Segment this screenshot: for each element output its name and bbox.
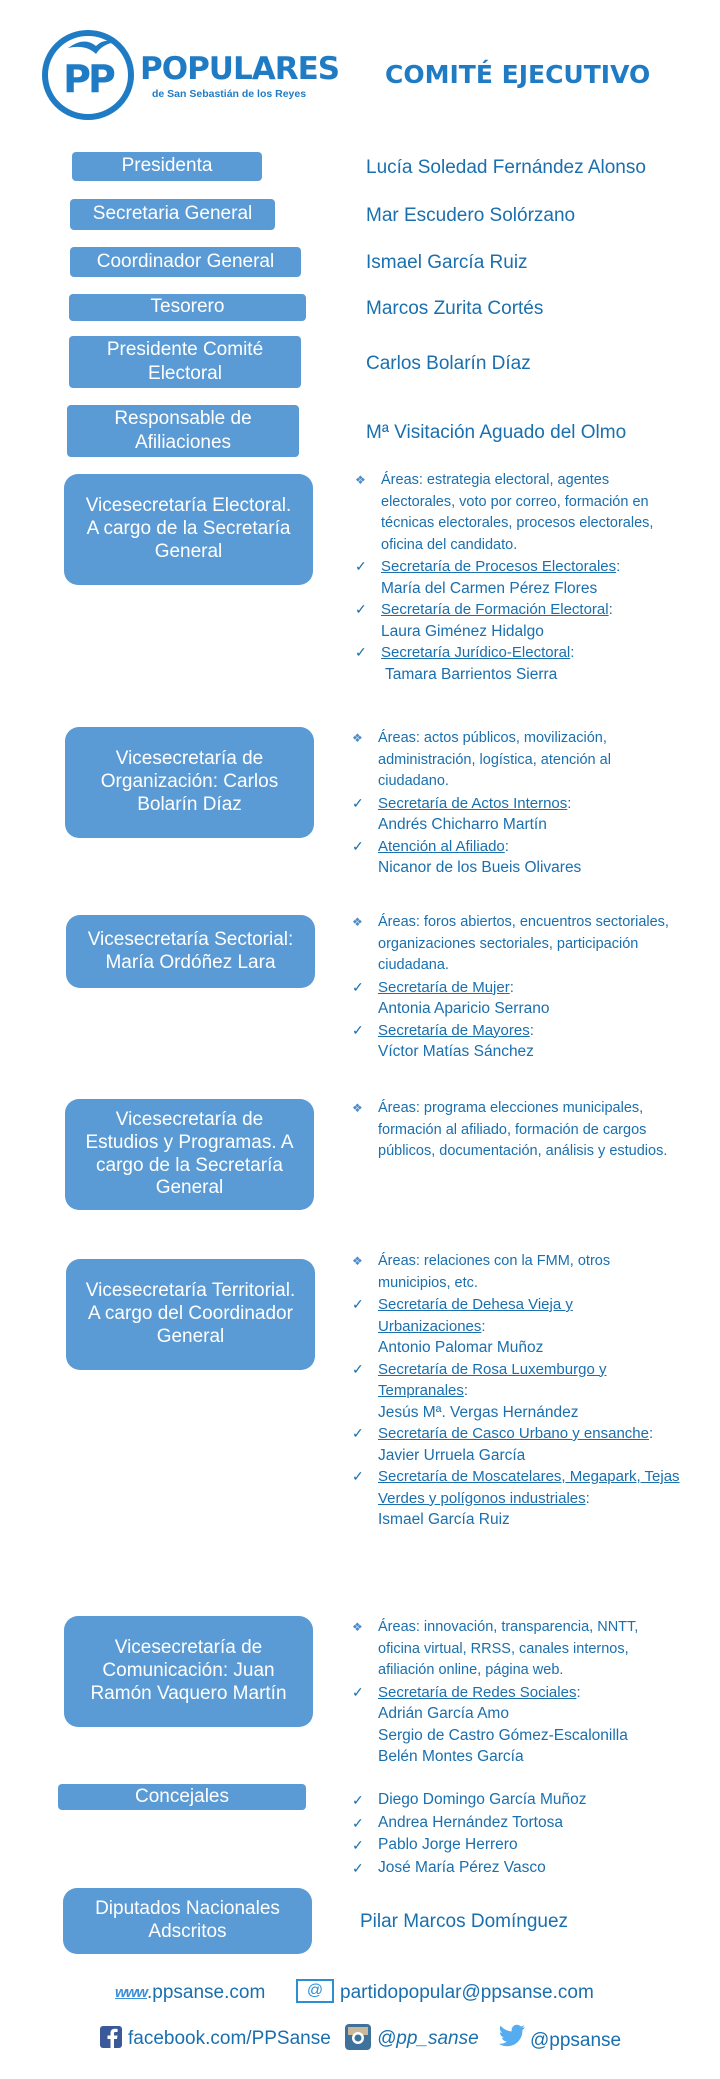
check-icon: ✓	[352, 1837, 364, 1853]
secretaria-item: ✓ Secretaría Jurídico-Electoral: Tamara Barrientos Sierra	[355, 642, 685, 685]
check-icon: ✓	[352, 978, 364, 995]
secretaria-item: ✓ Secretaría de Actos Internos: Andrés Chicharro Martín	[352, 793, 682, 836]
secretaria-person: María del Carmen Pérez Flores	[381, 579, 598, 597]
secretaria-person: Belén Montes García	[378, 1748, 524, 1765]
secretaria-link[interactable]: Secretaría de Rosa Luxemburgo y Tempranales	[378, 1360, 607, 1399]
check-icon: ✓	[352, 1021, 364, 1038]
concejales-list	[352, 1789, 682, 1879]
concejal-item: ✓ Pablo Jorge Herrero	[352, 1834, 682, 1857]
secretaria-link[interactable]: Secretaría de Procesos Electorales	[381, 558, 617, 575]
diamond-bullet-icon: ❖	[352, 731, 363, 745]
role-name-responsable-afiliaciones: Mª Visitación Aguado del Olmo	[366, 422, 627, 443]
facebook-link[interactable]: facebook.com/PPSanse	[128, 2028, 331, 2049]
vice-details-electoral	[355, 470, 685, 685]
secretaria-item: ✓ Secretaría de Moscatelares, Megapark, Tejas Verdes y polígonos industriales: Ismael García Ruiz	[352, 1466, 682, 1531]
check-icon: ✓	[355, 601, 367, 617]
diamond-bullet-icon: ❖	[352, 1620, 363, 1634]
role-box-responsable-afiliaciones: Responsable de Afiliaciones	[67, 405, 299, 457]
secretaria-link[interactable]: Atención al Afiliado	[378, 837, 505, 855]
secretaria-item: ✓ Secretaría de Mayores: Víctor Matías Sánchez	[352, 1020, 682, 1063]
vice-box-electoral: Vicesecretaría Electoral. A cargo de la Secretaría General	[64, 474, 313, 585]
areas-item: ❖ Áreas: actos públicos, movilización, administración, logística, atención al ciudadano.	[352, 730, 611, 789]
secretaria-item: ✓ Atención al Afiliado: Nicanor de los Bueis Olivares	[352, 836, 682, 879]
concejal-item: ✓ José María Pérez Vasco	[352, 1857, 682, 1880]
secretaria-item: ✓ Secretaría de Rosa Luxemburgo y Tempranales: Jesús Mª. Vergas Hernández	[352, 1359, 682, 1424]
footer-instagram[interactable]	[345, 2028, 479, 2050]
page-title: COMITÉ EJECUTIVO	[385, 60, 651, 89]
vice-box-comunicacion: Vicesecretaría de Comunicación: Juan Ramón Vaquero Martín	[64, 1616, 313, 1727]
check-icon: ✓	[355, 558, 367, 574]
facebook-icon	[100, 2026, 122, 2048]
secretaria-item: ✓ Secretaría de Formación Electoral: Laura Giménez Hidalgo	[355, 599, 685, 642]
vice-box-territorial: Vicesecretaría Territorial. A cargo del Coordinador General	[66, 1259, 315, 1370]
secretaria-person: Tamara Barrientos Sierra	[385, 665, 558, 683]
instagram-handle[interactable]: @pp_sanse	[377, 2028, 479, 2050]
check-icon: ✓	[355, 644, 367, 660]
concejal-item: ✓ Diego Domingo García Muñoz	[352, 1789, 682, 1812]
vice-details-sectorial	[352, 912, 682, 1063]
check-icon: ✓	[352, 1683, 364, 1700]
www-mouse-icon: www	[115, 1984, 148, 2002]
svg-text:PP: PP	[63, 57, 113, 101]
secretaria-link[interactable]: Secretaría de Actos Internos	[378, 794, 568, 812]
role-box-presidenta: Presidenta	[72, 152, 262, 181]
check-icon: ✓	[352, 1425, 364, 1441]
diamond-bullet-icon: ❖	[352, 915, 363, 929]
role-name-secretaria-general: Mar Escudero Solórzano	[366, 205, 576, 226]
role-box-coordinador-general: Coordinador General	[70, 247, 301, 277]
vice-details-territorial	[352, 1251, 682, 1531]
diputados-box: Diputados Nacionales Adscritos	[63, 1888, 312, 1954]
brand-name: POPULARES	[140, 51, 340, 87]
secretaria-item: ✓ Secretaría de Casco Urbano y ensanche: Javier Urruela García	[352, 1423, 682, 1466]
diputados-name: Pilar Marcos Domínguez	[360, 1911, 569, 1932]
vice-box-estudios: Vicesecretaría de Estudios y Programas. A cargo de la Secretaría General	[65, 1099, 314, 1210]
twitter-bird-icon	[498, 2024, 526, 2054]
secretaria-link[interactable]: Secretaría de Moscatelares, Megapark, Tejas Verdes y polígonos industriales	[378, 1468, 680, 1507]
instagram-icon	[345, 2024, 371, 2050]
areas-item: ❖ Áreas: relaciones con la FMM, otros municipios, etc.	[352, 1253, 611, 1291]
areas-item: ❖ Áreas: programa elecciones municipales, formación al afiliado, formación de cargos públicos, documentación, análisis y estudios.	[352, 1100, 668, 1159]
secretaria-link[interactable]: Secretaría de Dehesa Vieja y Urbanizaciones	[378, 1296, 573, 1335]
check-icon: ✓	[352, 794, 364, 811]
check-icon: ✓	[352, 1296, 364, 1312]
secretaria-link[interactable]: Secretaría de Mujer	[378, 978, 510, 996]
email-envelope-icon: @	[296, 1979, 334, 2003]
secretaria-link[interactable]: Secretaría de Redes Sociales	[378, 1683, 577, 1701]
role-box-secretaria-general: Secretaria General	[70, 199, 275, 230]
vice-details-estudios	[352, 1098, 682, 1163]
secretaria-person: Sergio de Castro Gómez-Escalonilla	[378, 1726, 628, 1744]
pp-logo	[40, 26, 136, 120]
vice-details-comunicacion	[352, 1617, 682, 1768]
areas-item: ❖ Áreas: foros abiertos, encuentros sectoriales, organizaciones sectoriales, participación ciudadana.	[352, 914, 669, 973]
pp-logo-icon	[40, 26, 136, 120]
secretaria-person: Laura Giménez Hidalgo	[381, 622, 544, 640]
role-name-presidenta: Lucía Soledad Fernández Alonso	[366, 157, 646, 178]
concejales-box: Concejales	[58, 1784, 306, 1810]
check-icon: ✓	[352, 1360, 364, 1377]
secretaria-person: Andrés Chicharro Martín	[378, 816, 547, 833]
secretaria-item: ✓ Secretaría de Dehesa Vieja y Urbanizaciones: Antonio Palomar Muñoz	[352, 1294, 682, 1359]
secretaria-person: Ismael García Ruiz	[378, 1511, 510, 1528]
secretaria-item: ✓ Secretaría de Redes Sociales: Adrián García Amo Sergio de Castro Gómez-Escalonilla Belén Montes García	[352, 1682, 682, 1768]
email-link[interactable]: partidopopular@ppsanse.com	[340, 1982, 594, 2003]
secretaria-person: Javier Urruela García	[378, 1446, 526, 1464]
secretaria-link[interactable]: Secretaría de Casco Urbano y ensanche	[378, 1425, 649, 1442]
areas-item: ❖ Áreas: innovación, transparencia, NNTT, oficina virtual, RRSS, canales internos, afiliación online, página web.	[352, 1619, 639, 1678]
vice-box-organizacion: Vicesecretaría de Organización: Carlos Bolarín Díaz	[65, 727, 314, 838]
role-box-tesorero: Tesorero	[69, 294, 306, 321]
check-icon: ✓	[352, 837, 364, 854]
secretaria-link[interactable]: Secretaría Jurídico-Electoral	[381, 644, 571, 661]
footer-twitter[interactable]	[498, 2028, 621, 2054]
secretaria-person: Adrián García Amo	[378, 1705, 509, 1722]
check-icon: ✓	[352, 1468, 364, 1484]
secretaria-person: Víctor Matías Sánchez	[378, 1043, 534, 1060]
diamond-bullet-icon: ❖	[352, 1254, 363, 1268]
check-icon: ✓	[352, 1792, 364, 1808]
secretaria-link[interactable]: Secretaría de Formación Electoral	[381, 601, 609, 618]
role-box-presidente-comite-electoral: Presidente Comité Electoral	[69, 336, 301, 388]
vice-box-sectorial: Vicesecretaría Sectorial: María Ordóñez Lara	[66, 915, 315, 988]
vice-details-organizacion	[352, 728, 682, 879]
footer-facebook[interactable]	[100, 2028, 331, 2050]
secretaria-person: Antonia Aparicio Serrano	[378, 1000, 550, 1017]
secretaria-item: ✓ Secretaría de Mujer: Antonia Aparicio Serrano	[352, 977, 682, 1020]
footer-email[interactable]	[296, 1982, 594, 2004]
web-link[interactable]: .ppsanse.com	[147, 1982, 266, 2003]
secretaria-person: Jesús Mª. Vergas Hernández	[378, 1403, 579, 1421]
footer-web[interactable]	[115, 1982, 265, 2004]
secretaria-person: Nicanor de los Bueis Olivares	[378, 859, 582, 876]
concejal-item: ✓ Andrea Hernández Tortosa	[352, 1812, 682, 1835]
diamond-bullet-icon: ❖	[352, 1101, 363, 1115]
role-name-coordinador-general: Ismael García Ruiz	[366, 252, 528, 273]
areas-item: ❖ Áreas: estrategia electoral, agentes electorales, voto por correo, formación en técnicas electorales, procesos electorales, oficina del candidato.	[355, 472, 654, 553]
check-icon: ✓	[352, 1859, 364, 1876]
secretaria-link[interactable]: Secretaría de Mayores	[378, 1021, 530, 1039]
check-icon: ✓	[352, 1814, 364, 1831]
brand-subtitle: de San Sebastián de los Reyes	[152, 88, 307, 100]
secretaria-person: Antonio Palomar Muñoz	[378, 1339, 544, 1356]
diamond-bullet-icon: ❖	[355, 473, 366, 487]
twitter-handle[interactable]: @ppsanse	[530, 2030, 622, 2052]
secretaria-item: ✓ Secretaría de Procesos Electorales: María del Carmen Pérez Flores	[355, 556, 685, 599]
role-name-presidente-comite-electoral: Carlos Bolarín Díaz	[366, 353, 531, 374]
role-name-tesorero: Marcos Zurita Cortés	[366, 298, 544, 319]
